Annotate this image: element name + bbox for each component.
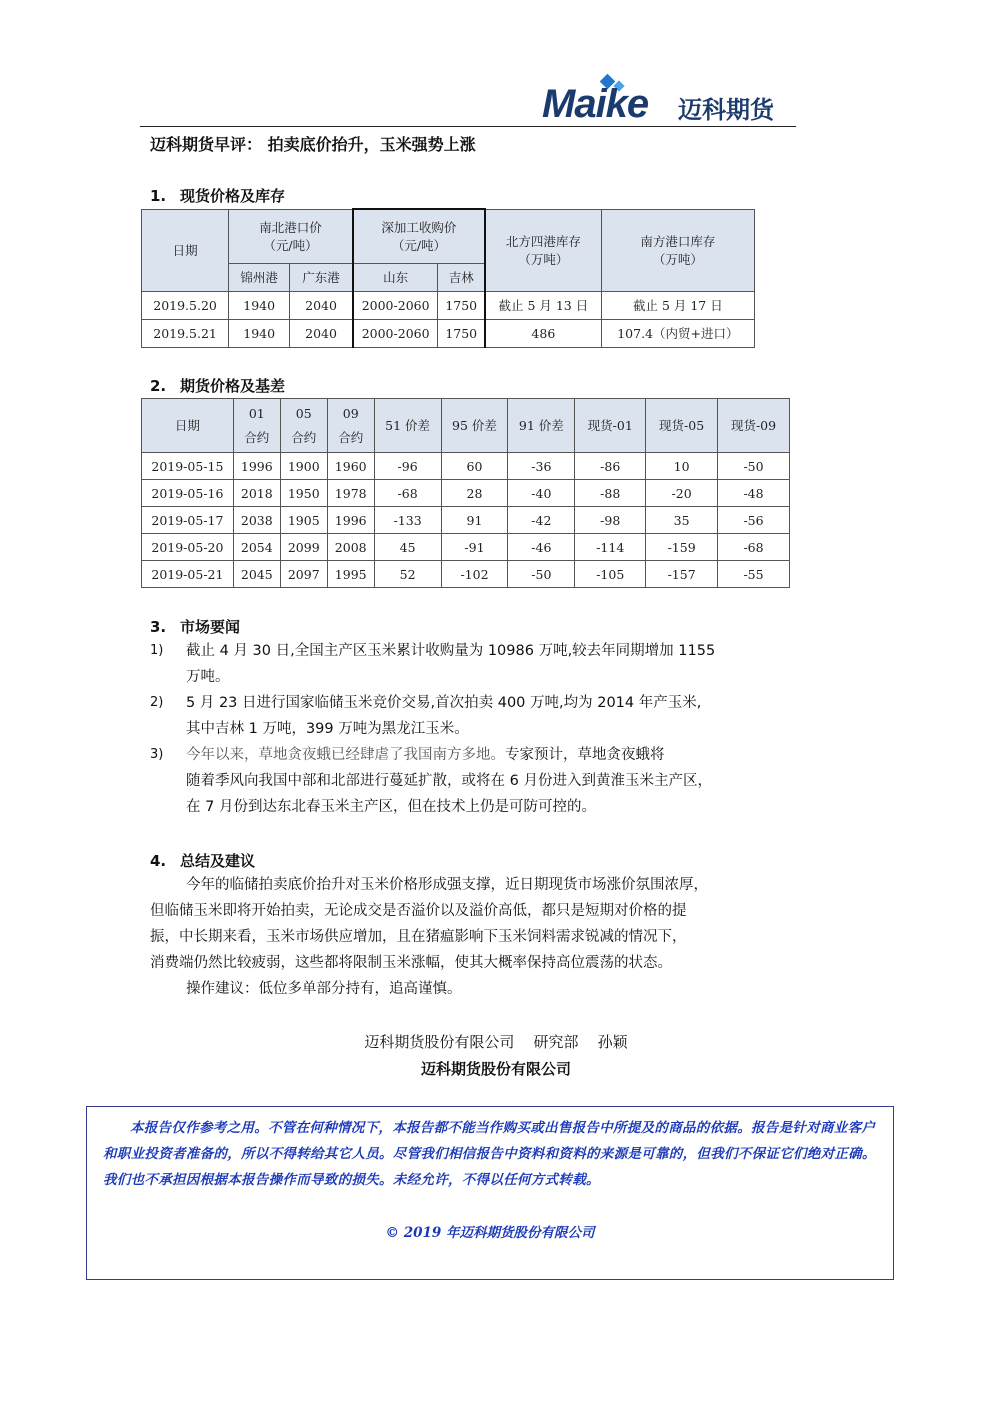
cell: 1940 [229,319,290,347]
column-header: 日期 [142,399,234,453]
cell: 91 [441,507,508,534]
section3-heading: 3. 市场要闻 [150,618,241,636]
cell: 2019-05-15 [142,453,234,480]
table-row [142,534,790,561]
cell: 1750 [438,291,485,319]
cell: 2019-05-16 [142,480,234,507]
header-north-stock: 北方四港库存 （万吨） [485,209,601,291]
cell: 2000-2060 [353,291,438,319]
cell: 60 [441,453,508,480]
cell: -105 [575,561,646,588]
table-row [142,561,790,588]
news-item: 3) 今年以来，草地贪夜蛾已经肆虐了我国南方多地。专家预计，草地贪夜蛾将 随着季风向我国中部和北部进行蔓延扩散，或将在 6 月份进入到黄淮玉米主产区， 在 7 月份到达东北春玉米主产区，但在技术上仍是可防可控的。 [150,747,712,815]
logo-text: Maike [542,82,649,126]
cell: 1996 [233,453,280,480]
logo-cn-text: 迈科期货 [678,96,774,124]
cell: 截止 5 月 13 日 [485,291,601,319]
sub-header: 吉林 [438,263,485,291]
cell: -68 [718,534,790,561]
cell: 486 [485,319,601,347]
cell: -86 [575,453,646,480]
company-logo [540,78,796,128]
cell: 2099 [280,534,327,561]
column-header: 01 合约 [233,399,280,453]
table-row [142,291,755,319]
cell: 28 [441,480,508,507]
disclaimer-box [86,1106,894,1280]
cell: -48 [718,480,790,507]
futures-price-table [141,398,790,588]
cell: 2019-05-17 [142,507,234,534]
cell: 2019-05-20 [142,534,234,561]
cell: 2018 [233,480,280,507]
column-header: 51 价差 [374,399,441,453]
cell: -50 [718,453,790,480]
summary-paragraph: 今年的临储拍卖底价抬升对玉米价格形成强支撑，近日期现货市场涨价氛围浓厚， 但临储玉米即将开始拍卖，无论成交是否溢价以及溢价高低，都只是短期对价格的提 振，中长期来看，玉米市场供应增加，且在猪瘟影响下玉米饲料需求锐减的情况下， 消费端仍然比较疲弱，这些都将限制玉米涨幅，使其大概率保持高位震荡的状态。 操作建议：低位多单部分持有，追高谨慎。 [150,877,708,997]
cell: 1950 [280,480,327,507]
cell: -42 [508,507,575,534]
table-header-row [142,399,790,453]
cell: 2040 [290,291,353,319]
cell: 2019.5.21 [142,319,229,347]
cell: 截止 5 月 17 日 [601,291,754,319]
cell: -55 [718,561,790,588]
column-header: 现货-09 [718,399,790,453]
cell: 1940 [229,291,290,319]
cell: 1996 [327,507,374,534]
section1-heading: 1. 现货价格及库存 [150,187,286,205]
cell: 2045 [233,561,280,588]
sub-header: 山东 [353,263,438,291]
cell: 10 [646,453,718,480]
cell: -114 [575,534,646,561]
cell: 2038 [233,507,280,534]
cell: -133 [374,507,441,534]
news-item: 2) 5 月 23 日进行国家临储玉米竞价交易,首次拍卖 400 万吨,均为 2014 年产玉米, 其中吉林 1 万吨，399 万吨为黑龙江玉米。 [150,695,702,737]
header-divider [140,126,796,127]
cell: 2019.5.20 [142,291,229,319]
column-header: 05 合约 [280,399,327,453]
column-header: 91 价差 [508,399,575,453]
cell: 1900 [280,453,327,480]
report-title: 迈科期货早评： 拍卖底价抬升，玉米强势上涨 [150,135,476,154]
table-row [142,453,790,480]
section2-heading: 2. 期货价格及基差 [150,377,286,395]
section4-heading: 4. 总结及建议 [150,852,256,870]
column-header: 现货-05 [646,399,718,453]
column-header: 现货-01 [575,399,646,453]
header-processing-price: 深加工收购价 （元/吨） [353,209,485,263]
cell: 35 [646,507,718,534]
cell: 2097 [280,561,327,588]
signature-line: 迈科期货股份有限公司 研究部 孙颖 [364,1033,628,1051]
copyright-text: © 2019 年迈科期货股份有限公司 [385,1225,595,1241]
header-port-price: 南北港口价 （元/吨） [229,209,353,263]
cell: 1960 [327,453,374,480]
cell: -96 [374,453,441,480]
cell: 1995 [327,561,374,588]
cell: -102 [441,561,508,588]
table-row [142,507,790,534]
cell: 1905 [280,507,327,534]
cell: 45 [374,534,441,561]
cell: 107.4（内贸+进口） [601,319,754,347]
disclaimer-text: 本报告仅作参考之用。不管在何种情况下，本报告都不能当作购买或出售报告中所提及的商品的依据。报告是针对商业客户和职业投资者准备的，所以不得转给其它人员。尽管我们相信报告中资料和资料的来源是可靠的，但我们不保证它们绝对正确。我们也不承担因根据本报告操作而导致的损失。未经允许，不得以任何方式转载。 [103,1120,876,1188]
cell: -20 [646,480,718,507]
cell: -91 [441,534,508,561]
spot-price-table [141,208,755,348]
cell: -98 [575,507,646,534]
cell: -56 [718,507,790,534]
column-header: 95 价差 [441,399,508,453]
cell: -46 [508,534,575,561]
cell: 1750 [438,319,485,347]
cell: 1978 [327,480,374,507]
cell: -40 [508,480,575,507]
column-header: 09 合约 [327,399,374,453]
cell: 2054 [233,534,280,561]
cell: 52 [374,561,441,588]
signature-company: 迈科期货股份有限公司 [420,1060,571,1078]
sub-header: 锦州港 [229,263,290,291]
header-south-stock: 南方港口库存 （万吨） [601,209,754,291]
table-row [142,480,790,507]
cell: 2040 [290,319,353,347]
cell: 2019-05-21 [142,561,234,588]
cell: 2008 [327,534,374,561]
cell: -159 [646,534,718,561]
sub-header: 广东港 [290,263,353,291]
news-item: 1) 截止 4 月 30 日,全国主产区玉米累计收购量为 10986 万吨,较去年同期增加 1155 万吨。 [150,643,716,685]
cell: -68 [374,480,441,507]
cell: -157 [646,561,718,588]
header-date: 日期 [142,209,229,291]
cell: 2000-2060 [353,319,438,347]
cell: -36 [508,453,575,480]
cell: -88 [575,480,646,507]
table-row [142,319,755,347]
cell: -50 [508,561,575,588]
